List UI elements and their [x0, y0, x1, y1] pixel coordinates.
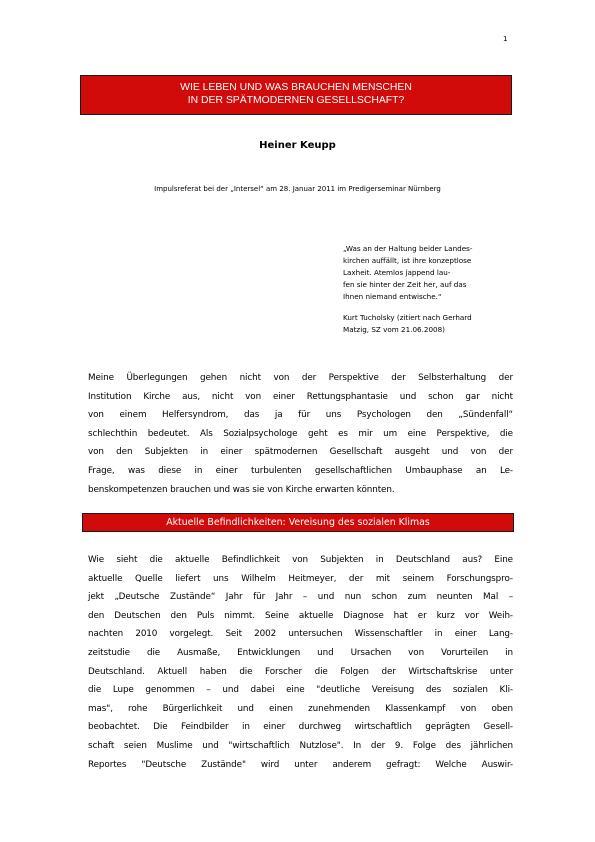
- paragraph-line: aktuelle Quelle liefert uns Wilhelm Heitmeyer, der mit seinem Forschungspro-: [88, 573, 513, 584]
- paragraph-line: beobachtet. Die Feindbilder in einer durchweg wirtschaftlich geprägten Gesell-: [88, 722, 513, 733]
- author-name: Heiner Keupp: [259, 140, 336, 151]
- section-paragraph: [88, 551, 513, 774]
- paragraph-line: Reportes "Deutsche Zustände" wird unter anderem gefragt: Welche Auswir-: [88, 759, 513, 770]
- paragraph-line: den Deutschen den Puls nimmt. Seine aktuelle Diagnose hat er kurz vor Weih-: [88, 610, 513, 621]
- paragraph-line: Wie sieht die aktuelle Befindlichkeit von Subjekten in Deutschland aus? Eine: [88, 555, 513, 565]
- paragraph-line: Deutschland. Aktuell haben die Forscher die Folgen der Wirtschaftskrise unter: [88, 666, 513, 677]
- title-line-2: IN DER SPÄTMODERNEN GESELLSCHAFT?: [187, 94, 405, 106]
- paragraph-line: Frage, was diese in einer turbulenten gesellschaftlichen Umbauphase an Le-: [88, 465, 513, 476]
- attribution-line: Kurt Tucholsky (zitiert nach Gerhard: [343, 313, 472, 322]
- quote-line: „Was an der Haltung beider Landes-: [343, 244, 473, 253]
- paragraph-line: mas", rohe Bürgerlichkeit und einen zunehmenden Klassenkampf von oben: [88, 703, 513, 714]
- paragraph-line: jekt „Deutsche Zustände“ Jahr für Jahr – und nun schon zum neunten Mal –: [88, 592, 513, 603]
- quote-line: fen sie hinter der Zeit her, auf das: [343, 280, 467, 289]
- attribution-line: Matzig, SZ vom 21.06.2008): [343, 325, 445, 334]
- paragraph-line: von den Subjekten in einer spätmodernen Gesellschaft ausgeht und von der: [88, 447, 513, 458]
- paragraph-line: schlechthin bedeutet. Als Sozialpsychologe geht es mir um eine Perspektive, die: [88, 428, 513, 439]
- paragraph-line: die Lupe genommen – und dabei eine "deutliche Vereisung des sozialen Kli-: [88, 685, 513, 696]
- paragraph-line: Institution Kirche aus, nicht von einer Rettungsphantasie und schon gar nicht: [88, 391, 513, 402]
- quote-line: Ihnen niemand entwische.“: [343, 292, 442, 301]
- section-heading: Aktuelle Befindlichkeiten: Vereisung des sozialen Klimas: [82, 513, 514, 532]
- quote-line: Laxheit. Atemlos jappend lau-: [343, 268, 451, 277]
- epigraph-quote: [343, 243, 518, 336]
- title-banner: [80, 75, 512, 115]
- event-subtitle: Impulsreferat bei der „Intersel“ am 28. Januar 2011 im Predigerseminar Nürnberg: [154, 185, 441, 193]
- paragraph-line: schaft seien Muslime und "wirtschaftlich Nutzlose". In der 9. Folge des jährlichen: [88, 740, 513, 751]
- paragraph-line: Meine Überlegungen gehen nicht von der Perspektive der Selbsterhaltung der: [88, 373, 513, 383]
- title-line-1: WIE LEBEN UND WAS BRAUCHEN MENSCHEN: [180, 82, 412, 93]
- quote-line: kirchen auffällt, ist ihre konzeptlose: [343, 256, 472, 265]
- paragraph-line: zeitstudie die Ausmaße, Entwicklungen und Ursachen von Vorurteilen in: [88, 647, 513, 658]
- intro-paragraph: [88, 369, 513, 499]
- paragraph-line: nachten 2010 vorgelegt. Seit 2002 untersuchen Wissenschaftler in einer Lang-: [88, 629, 513, 640]
- paragraph-line: benskompetenzen brauchen und was sie von Kirche erwarten könnten.: [88, 484, 395, 495]
- paragraph-line: von einem Helfersyndrom, das ja für uns Psychologen den „Sündenfall“: [88, 410, 513, 421]
- quote-attribution: [343, 312, 518, 336]
- page-number: 1: [503, 35, 508, 43]
